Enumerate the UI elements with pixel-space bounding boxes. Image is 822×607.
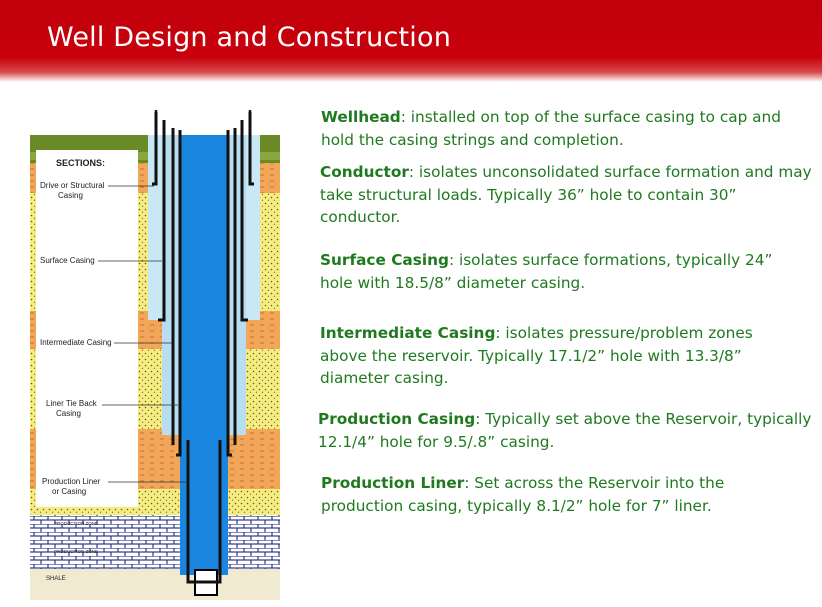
- label-production-liner-1: Production Liner: [42, 477, 101, 486]
- well-diagram: [30, 100, 280, 600]
- desc-wellhead: [321, 106, 781, 151]
- desc-conductor: [320, 161, 812, 229]
- label-surface-casing: Surface Casing: [40, 256, 95, 265]
- desc-production-liner: [321, 472, 724, 517]
- desc-surface-casing-line1: : isolates surface formations, typically 24”: [448, 251, 773, 269]
- desc-production-casing: [318, 408, 811, 453]
- label-liner-tie-back-2: Casing: [56, 409, 81, 418]
- desc-production-liner-line1: : Set across the Reservoir into the: [464, 474, 725, 492]
- desc-intermediate-casing-line1: : isolates pressure/problem zones: [495, 324, 753, 342]
- term-intermediate-casing: Intermediate Casing: [320, 324, 496, 342]
- label-intermediate-casing: Intermediate Casing: [40, 338, 112, 347]
- desc-production-casing-line2: 12.1/4” hole for 9.5/.8” casing.: [318, 432, 555, 451]
- production-zone-label-2: PRODUCTION ZONE: [54, 549, 99, 554]
- label-production-liner-2: or Casing: [52, 487, 87, 496]
- sections-heading: SECTIONS:: [56, 158, 106, 168]
- desc-surface-casing-line2: hole with 18.5/8” diameter casing.: [320, 273, 586, 292]
- production-zone-label-1: PRODUCTION ZONE: [54, 521, 99, 526]
- desc-surface-casing: [320, 249, 772, 294]
- label-drive-casing-1: Drive or Structural: [40, 181, 105, 190]
- term-production-liner: Production Liner: [321, 474, 465, 492]
- desc-wellhead-line1: : installed on top of the surface casing to cap and: [400, 108, 781, 126]
- desc-production-casing-line1: : Typically set above the Reservoir, typically: [475, 410, 812, 428]
- desc-production-liner-line2: production casing, typically 8.1/2” hole for 7” liner.: [321, 496, 712, 515]
- desc-intermediate-casing: [320, 322, 753, 390]
- sections-panel: [36, 150, 138, 507]
- label-drive-casing-2: Casing: [58, 191, 83, 200]
- label-liner-tie-back-1: Liner Tie Back: [46, 399, 97, 408]
- shale-label: SHALE: [46, 576, 66, 582]
- term-wellhead: Wellhead: [321, 108, 401, 126]
- term-production-casing: Production Casing: [318, 410, 476, 428]
- production-zone-upper: [30, 515, 280, 547]
- desc-intermediate-casing-line3: diameter casing.: [320, 369, 449, 387]
- desc-wellhead-line2: hold the casing strings and completion.: [321, 130, 624, 149]
- desc-conductor-line1: : isolates unconsolidated surface formation and may: [408, 163, 812, 181]
- term-surface-casing: Surface Casing: [320, 251, 449, 269]
- desc-intermediate-casing-line2: above the reservoir. Typically 17.1/2” hole with 13.3/8”: [320, 346, 742, 365]
- desc-conductor-line3: conductor.: [320, 208, 401, 226]
- slide-title: Well Design and Construction: [47, 22, 452, 53]
- shale-layer: [30, 569, 280, 600]
- term-conductor: Conductor: [320, 163, 409, 181]
- title-bar: [0, 0, 822, 82]
- desc-conductor-line2: take structural loads. Typically 36” hole to contain 30”: [320, 185, 737, 204]
